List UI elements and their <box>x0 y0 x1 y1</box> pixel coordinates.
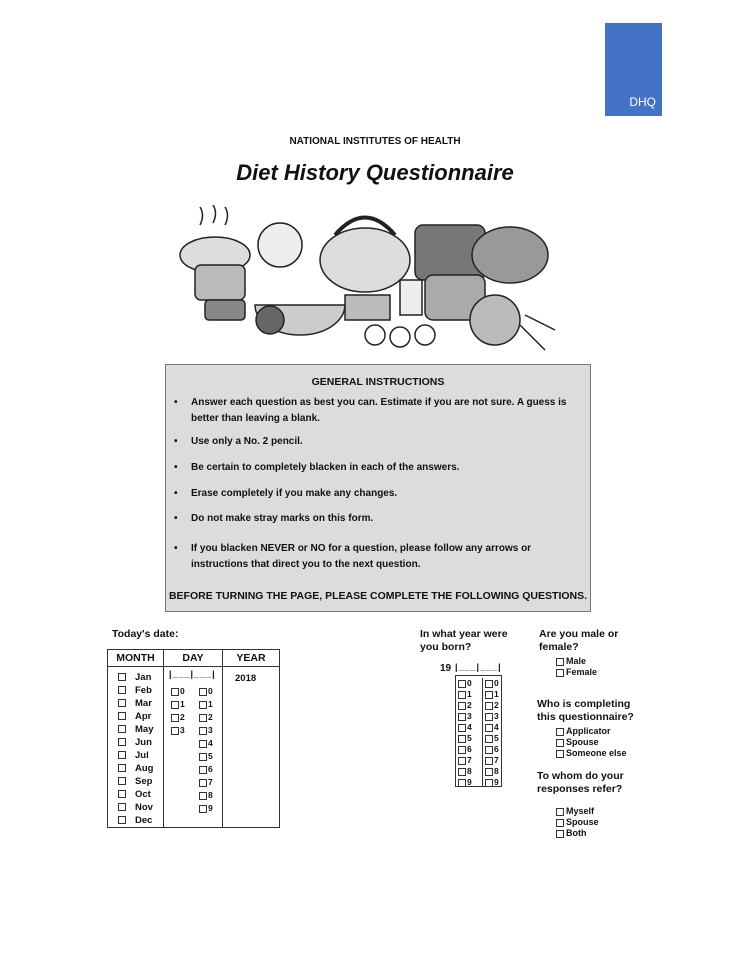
day-tens-option[interactable]: 2 <box>171 711 199 724</box>
month-option[interactable]: Apr <box>108 710 163 723</box>
checkbox[interactable] <box>556 808 564 816</box>
day-units-option[interactable]: 2 <box>199 711 213 724</box>
digit-option[interactable]: 7 <box>485 755 499 766</box>
checkbox[interactable] <box>199 740 207 748</box>
month-option[interactable]: Sep <box>108 775 163 788</box>
instructions-heading: GENERAL INSTRUCTIONS <box>311 376 445 388</box>
day-header: DAY <box>164 650 223 667</box>
refer-option-spouse[interactable]: Spouse <box>556 817 599 828</box>
checkbox[interactable] <box>199 727 207 735</box>
checkbox[interactable] <box>171 714 179 722</box>
general-instructions-box <box>165 364 591 612</box>
checkbox[interactable] <box>118 803 126 811</box>
checkbox[interactable] <box>556 669 564 677</box>
completing-option-spouse[interactable]: Spouse <box>556 737 627 748</box>
birth-year-units-column <box>485 678 499 786</box>
instruction-item: • Be certain to completely blacken in each of the answers. <box>191 460 586 476</box>
month-header: MONTH <box>108 650 164 667</box>
checkbox[interactable] <box>118 673 126 681</box>
digit-option[interactable]: 8 <box>458 766 482 777</box>
birth-year-write-in[interactable]: |___|___| <box>455 662 502 672</box>
day-units-option[interactable]: 5 <box>199 750 213 763</box>
day-tens-column <box>171 685 199 815</box>
checkbox[interactable] <box>199 688 207 696</box>
completing-question: Who is completing this questionnaire? <box>537 698 634 723</box>
instruction-item: • Answer each question as best you can. Estimate if you are not sure. A guess is better than leaving a blank. <box>191 395 586 427</box>
digit-option[interactable]: 2 <box>485 700 499 711</box>
digit-option[interactable]: 3 <box>458 711 482 722</box>
month-option[interactable]: Mar <box>108 697 163 710</box>
dhq-badge <box>605 23 662 116</box>
day-units-option[interactable]: 4 <box>199 737 213 750</box>
birth-year-tens-column <box>458 678 483 786</box>
checkbox[interactable] <box>556 658 564 666</box>
birth-year-prefix: 19 <box>440 663 452 674</box>
checkbox[interactable] <box>171 727 179 735</box>
month-option[interactable]: Jan <box>108 671 163 684</box>
month-option[interactable]: Oct <box>108 788 163 801</box>
day-units-option[interactable]: 1 <box>199 698 213 711</box>
checkbox[interactable] <box>199 714 207 722</box>
refer-question: To whom do your responses refer? <box>537 770 624 795</box>
food-illustration <box>175 205 560 360</box>
day-units-option[interactable]: 3 <box>199 724 213 737</box>
completing-option-someone-else[interactable]: Someone else <box>556 748 627 759</box>
instruction-item: • Use only a No. 2 pencil. <box>191 434 586 450</box>
day-units-option[interactable]: 8 <box>199 789 213 802</box>
digit-option[interactable]: 0 <box>485 678 499 689</box>
sex-options <box>556 656 597 678</box>
month-option[interactable]: Dec <box>108 814 163 827</box>
digit-option[interactable]: 1 <box>458 689 482 700</box>
checkbox[interactable] <box>199 805 207 813</box>
page-title: Diet History Questionnaire <box>236 160 514 185</box>
digit-option[interactable]: 9 <box>485 777 499 788</box>
day-tens-option[interactable]: 0 <box>171 685 199 698</box>
month-option[interactable]: May <box>108 723 163 736</box>
day-tens-option[interactable]: 3 <box>171 724 199 737</box>
digit-option[interactable]: 4 <box>485 722 499 733</box>
digit-option[interactable]: 3 <box>485 711 499 722</box>
instruction-item: • If you blacken NEVER or NO for a question, please follow any arrows or instructions that direct you to the next question. <box>191 541 586 573</box>
birth-year-question: In what year were you born? <box>420 628 508 653</box>
day-units-option[interactable]: 0 <box>199 685 213 698</box>
day-units-column <box>199 685 213 815</box>
instruction-item: • Do not make stray marks on this form. <box>191 511 586 527</box>
date-table <box>107 649 280 828</box>
checkbox[interactable] <box>118 725 126 733</box>
digit-option[interactable]: 0 <box>458 678 482 689</box>
checkbox[interactable] <box>556 830 564 838</box>
digit-option[interactable]: 8 <box>485 766 499 777</box>
instruction-item: • Erase completely if you make any changes. <box>191 486 586 502</box>
digit-option[interactable]: 6 <box>485 744 499 755</box>
year-value: 2018 <box>223 667 280 828</box>
checkbox[interactable] <box>199 779 207 787</box>
refer-options <box>556 806 599 839</box>
badge-label: DHQ <box>629 95 656 109</box>
todays-date-label: Today's date: <box>112 628 179 640</box>
completing-options <box>556 726 627 759</box>
digit-option[interactable]: 6 <box>458 744 482 755</box>
month-option[interactable]: Jul <box>108 749 163 762</box>
refer-option-both[interactable]: Both <box>556 828 599 839</box>
checkbox[interactable] <box>556 728 564 736</box>
checkbox[interactable] <box>118 699 126 707</box>
checkbox[interactable] <box>199 701 207 709</box>
checkbox[interactable] <box>118 738 126 746</box>
day-write-in[interactable]: |___|___| <box>169 669 216 679</box>
sex-question: Are you male or female? <box>539 628 619 653</box>
checkbox[interactable] <box>556 739 564 747</box>
instructions-footer: BEFORE TURNING THE PAGE, PLEASE COMPLETE THE FOLLOWING QUESTIONS. <box>168 590 588 602</box>
month-option[interactable]: Aug <box>108 762 163 775</box>
checkbox[interactable] <box>118 751 126 759</box>
organization-name: NATIONAL INSTITUTES OF HEALTH <box>289 136 461 147</box>
digit-option[interactable]: 4 <box>458 722 482 733</box>
checkbox[interactable] <box>118 790 126 798</box>
month-option[interactable]: Nov <box>108 801 163 814</box>
checkbox[interactable] <box>171 701 179 709</box>
month-column <box>108 667 164 828</box>
checkbox[interactable] <box>199 766 207 774</box>
digit-option[interactable]: 5 <box>458 733 482 744</box>
day-tens-option[interactable]: 1 <box>171 698 199 711</box>
month-option[interactable]: Feb <box>108 684 163 697</box>
sex-option-male[interactable]: Male <box>556 656 597 667</box>
checkbox[interactable] <box>118 777 126 785</box>
checkbox[interactable] <box>556 750 564 758</box>
day-units-option[interactable]: 9 <box>199 802 213 815</box>
checkbox[interactable] <box>171 688 179 696</box>
checkbox[interactable] <box>118 764 126 772</box>
digit-option[interactable]: 5 <box>485 733 499 744</box>
completing-option-applicator[interactable]: Applicator <box>556 726 627 737</box>
checkbox[interactable] <box>199 792 207 800</box>
digit-option[interactable]: 7 <box>458 755 482 766</box>
checkbox[interactable] <box>556 819 564 827</box>
refer-option-myself[interactable]: Myself <box>556 806 599 817</box>
year-header: YEAR <box>223 650 280 667</box>
checkbox[interactable] <box>199 753 207 761</box>
checkbox[interactable] <box>118 712 126 720</box>
digit-option[interactable]: 1 <box>485 689 499 700</box>
checkbox[interactable] <box>118 816 126 824</box>
month-option[interactable]: Jun <box>108 736 163 749</box>
birth-year-grid <box>455 675 502 787</box>
day-column <box>164 667 223 828</box>
day-units-option[interactable]: 6 <box>199 763 213 776</box>
digit-option[interactable]: 9 <box>458 777 482 788</box>
digit-option[interactable]: 2 <box>458 700 482 711</box>
day-units-option[interactable]: 7 <box>199 776 213 789</box>
checkbox[interactable] <box>118 686 126 694</box>
sex-option-female[interactable]: Female <box>556 667 597 678</box>
